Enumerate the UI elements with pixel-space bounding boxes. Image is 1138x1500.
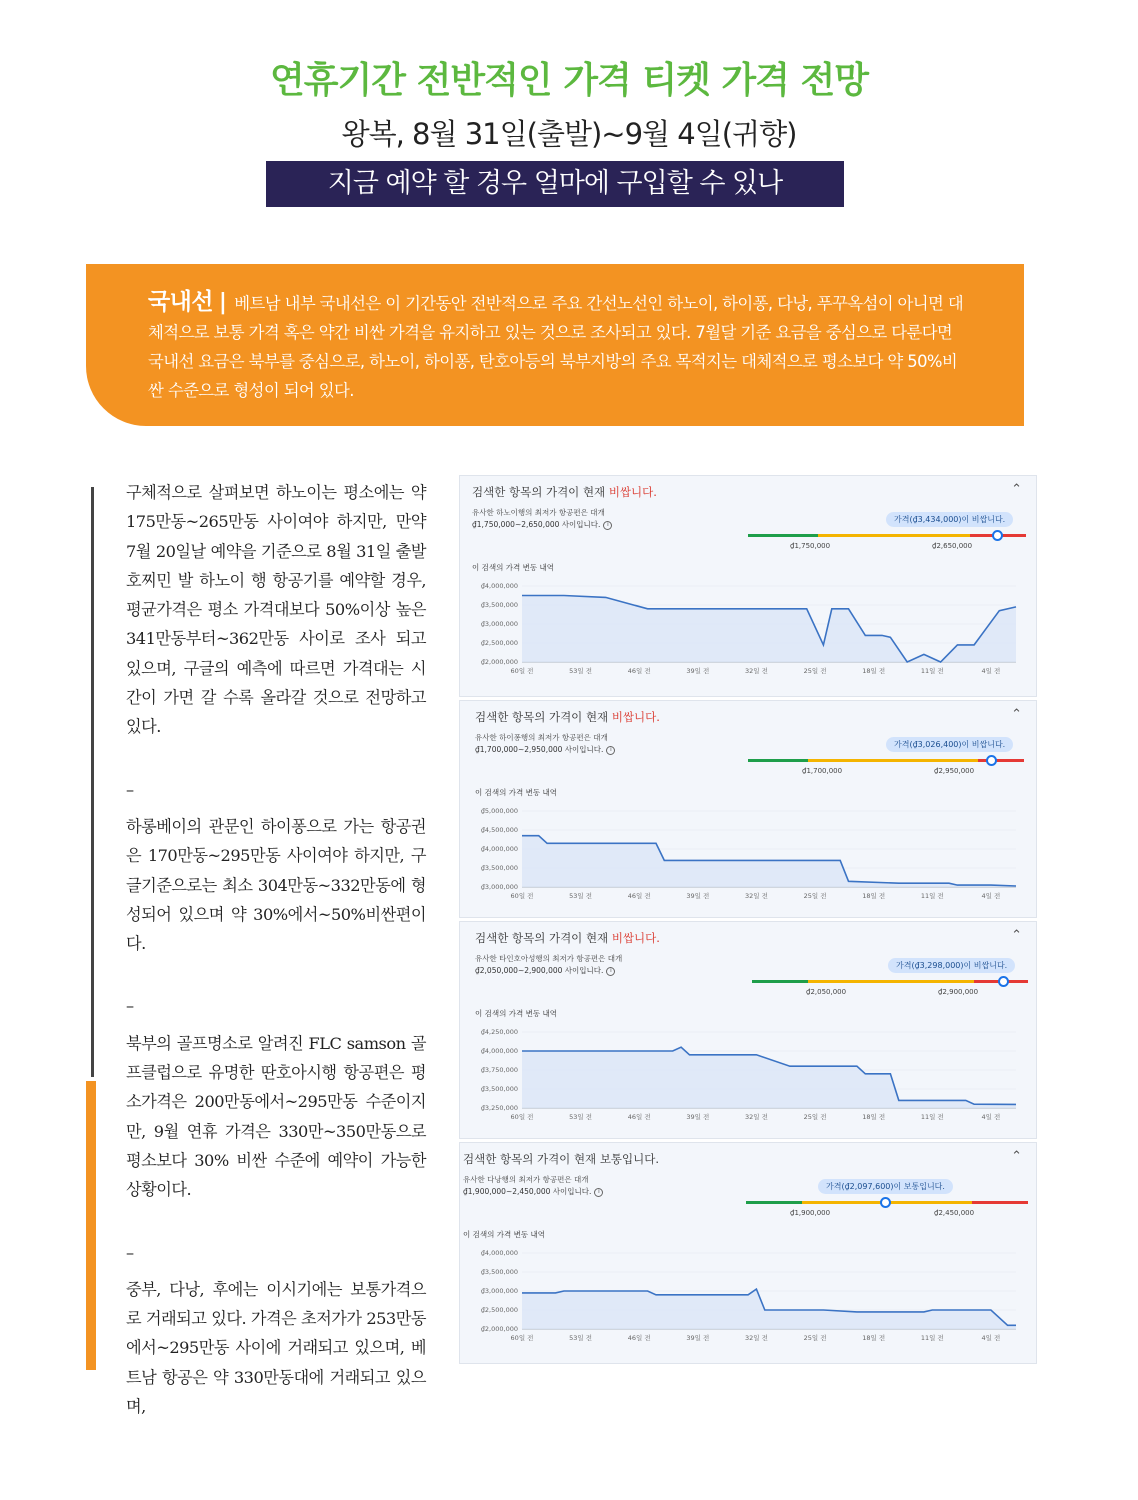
current-price-marker <box>998 976 1009 987</box>
x-tick-label: 53일 전 <box>569 667 593 675</box>
history-label: 이 검색의 가격 변동 내역 <box>463 1230 545 1239</box>
y-tick-label: ₫3,500,000 <box>480 601 518 609</box>
range-high-label: ₫2,450,000 <box>934 1209 975 1217</box>
y-tick-label: ₫3,750,000 <box>480 1066 518 1074</box>
intro-separator: | <box>218 290 227 315</box>
price-area <box>522 1289 1016 1329</box>
intro-label: 국내선 <box>148 289 213 315</box>
price-range-bar <box>748 759 1024 762</box>
x-tick-label: 39일 전 <box>686 1113 710 1121</box>
x-tick-label: 11일 전 <box>920 892 944 900</box>
paragraph-danang: 중부, 다낭, 후에는 이시기에는 보통가격으로 거래되고 있다. 가격은 초저가가 253만동에서~295만동 사이에 거래되고 있으며, 베트남 항공은 약 330만동대에 거래되고 있으며, <box>126 1279 426 1417</box>
chevron-up-icon[interactable]: ⌃ <box>1011 482 1022 497</box>
y-tick-label: ₫3,250,000 <box>480 1104 518 1112</box>
chevron-up-icon[interactable]: ⌃ <box>1011 928 1022 943</box>
x-tick-label: 60일 전 <box>510 667 534 675</box>
body-column <box>126 478 426 1421</box>
panel-heading: 검색한 항목의 가격이 현재 비쌉니다. <box>475 710 660 724</box>
price-range-bar <box>746 1201 1028 1204</box>
panel-range-text: 유사한 타인호아성행의 최저가 항공편은 대개 <box>475 954 623 963</box>
y-tick-label: ₫3,500,000 <box>480 1268 518 1276</box>
x-tick-label: 18일 전 <box>862 667 886 675</box>
y-tick-label: ₫4,500,000 <box>480 826 518 834</box>
history-label: 이 검색의 가격 변동 내역 <box>472 563 554 572</box>
x-tick-label: 25일 전 <box>803 1113 827 1121</box>
x-tick-label: 32일 전 <box>744 667 768 675</box>
price-range-bar <box>752 980 1028 983</box>
y-tick-label: ₫3,500,000 <box>480 1085 518 1093</box>
x-tick-label: 46일 전 <box>627 1334 651 1342</box>
y-tick-label: ₫5,000,000 <box>480 807 518 815</box>
x-tick-label: 53일 전 <box>569 892 593 900</box>
x-tick-label: 11일 전 <box>920 1334 944 1342</box>
page-banner: 지금 예약 할 경우 얼마에 구입할 수 있나 <box>266 161 844 207</box>
x-tick-label: 18일 전 <box>862 1334 886 1342</box>
price-history-chart <box>460 574 1037 694</box>
range-low-label: ₫2,050,000 <box>806 988 847 996</box>
y-tick-label: ₫4,000,000 <box>480 1249 518 1257</box>
x-tick-label: 11일 전 <box>920 1113 944 1121</box>
chevron-up-icon[interactable]: ⌃ <box>1011 1149 1022 1164</box>
price-panel-haiphong <box>459 700 1037 918</box>
x-tick-label: 60일 전 <box>510 892 534 900</box>
x-tick-label: 25일 전 <box>803 667 827 675</box>
price-pill: 가격(₫3,434,000)이 비쌉니다. <box>886 512 1013 527</box>
x-tick-label: 39일 전 <box>686 892 710 900</box>
x-tick-label: 25일 전 <box>803 1334 827 1342</box>
panel-range-values: ₫1,900,000~2,450,000 사이입니다. i <box>463 1186 603 1197</box>
x-tick-label: 32일 전 <box>744 892 768 900</box>
page-subtitle: 왕복, 8월 31일(출발)~9월 4일(귀향) <box>341 117 797 151</box>
price-area <box>522 596 1016 663</box>
y-tick-label: ₫3,500,000 <box>480 864 518 872</box>
paragraph-haiphong: 하롱베이의 관문인 하이퐁으로 가는 항공권은 170만동~295만동 사이여야 하지만, 구글기준으로는 최소 304만동~332만동에 형성되어 있으며 약 30%에서~50%비싼편이다. <box>126 816 426 954</box>
x-tick-label: 53일 전 <box>569 1334 593 1342</box>
price-area <box>522 1047 1016 1108</box>
panel-range-text: 유사한 하노이행의 최저가 항공편은 대개 <box>472 508 605 517</box>
range-low-label: ₫1,700,000 <box>802 767 843 775</box>
x-tick-label: 60일 전 <box>510 1113 534 1121</box>
price-history-chart <box>460 1241 1037 1361</box>
panel-range-text: 유사한 다낭행의 최저가 항공편은 대개 <box>463 1175 589 1184</box>
info-icon[interactable]: i <box>603 521 612 530</box>
x-tick-label: 46일 전 <box>627 892 651 900</box>
x-tick-label: 11일 전 <box>920 667 944 675</box>
info-icon[interactable]: i <box>606 967 615 976</box>
history-label: 이 검색의 가격 변동 내역 <box>475 788 557 797</box>
x-tick-label: 25일 전 <box>803 892 827 900</box>
x-tick-label: 32일 전 <box>744 1334 768 1342</box>
panel-range-text: 유사한 하이퐁행의 최저가 항공편은 대개 <box>475 733 608 742</box>
price-history-chart <box>460 799 1037 918</box>
left-rule-orange <box>86 1081 96 1370</box>
x-tick-label: 39일 전 <box>686 1334 710 1342</box>
y-tick-label: ₫3,000,000 <box>480 1287 518 1295</box>
x-tick-label: 46일 전 <box>627 1113 651 1121</box>
current-price-marker <box>986 755 997 766</box>
y-tick-label: ₫2,000,000 <box>480 1325 518 1333</box>
x-tick-label: 4일 전 <box>981 1334 1001 1342</box>
intro-box <box>86 264 1024 426</box>
x-tick-label: 4일 전 <box>981 1113 1001 1121</box>
x-tick-label: 53일 전 <box>569 1113 593 1121</box>
page-title: 연휴기간 전반적인 가격 티켓 가격 전망 <box>269 60 869 101</box>
info-icon[interactable]: i <box>606 746 615 755</box>
price-range-bar <box>748 534 1026 537</box>
y-tick-label: ₫3,000,000 <box>480 620 518 628</box>
info-icon[interactable]: i <box>594 1188 603 1197</box>
y-tick-label: ₫2,500,000 <box>480 1306 518 1314</box>
range-low-label: ₫1,900,000 <box>790 1209 831 1217</box>
y-tick-label: ₫4,000,000 <box>480 845 518 853</box>
x-tick-label: 46일 전 <box>627 667 651 675</box>
range-low-label: ₫1,750,000 <box>790 542 831 550</box>
y-tick-label: ₫3,000,000 <box>480 883 518 891</box>
price-pill: 가격(₫3,298,000)이 비쌉니다. <box>888 958 1015 973</box>
x-tick-label: 4일 전 <box>981 667 1001 675</box>
price-pill: 가격(₫2,097,600)이 보통입니다. <box>818 1179 953 1194</box>
range-high-label: ₫2,950,000 <box>934 767 975 775</box>
dash-separator: – <box>126 1242 134 1262</box>
y-tick-label: ₫2,500,000 <box>480 639 518 647</box>
price-pill: 가격(₫3,026,400)이 비쌉니다. <box>886 737 1013 752</box>
current-price-marker <box>992 530 1003 541</box>
panel-heading: 검색한 항목의 가격이 현재 비쌉니다. <box>472 485 657 499</box>
y-tick-label: ₫4,250,000 <box>480 1028 518 1036</box>
range-high-label: ₫2,900,000 <box>938 988 979 996</box>
panel-range-values: ₫1,750,000~2,650,000 사이입니다. i <box>472 519 612 530</box>
history-label: 이 검색의 가격 변동 내역 <box>475 1009 557 1018</box>
panel-range-values: ₫1,700,000~2,950,000 사이입니다. i <box>475 744 615 755</box>
price-panel-thanhhoa <box>459 921 1037 1139</box>
x-tick-label: 32일 전 <box>744 1113 768 1121</box>
dash-separator: – <box>126 996 134 1016</box>
panel-range-values: ₫2,050,000~2,900,000 사이입니다. i <box>475 965 615 976</box>
x-tick-label: 18일 전 <box>862 1113 886 1121</box>
panel-heading: 검색한 항목의 가격이 현재 비쌉니다. <box>475 931 660 945</box>
price-panel-danang <box>459 1142 1037 1364</box>
x-tick-label: 18일 전 <box>862 892 886 900</box>
x-tick-label: 39일 전 <box>686 667 710 675</box>
intro-text: 베트남 내부 국내선은 이 기간동안 전반적으로 주요 간선노선인 하노이, 하이퐁, 다낭, 푸꾸옥섬이 아니면 대체적으로 보통 가격 혹은 약간 비싼 가격을 유지하고 있는 것으로 조사되고 있다. 7월달 기준 요금을 중심으로 다룬다면 국내선 요금은 북부를 중심으로, 하노이, 하이퐁, 탄호아등의 북부지방의 주요 목적지는 대체적으로 평소보다 약 50%비싼 수준으로 형성이 되어 있다. <box>148 294 964 400</box>
price-history-chart <box>460 1020 1037 1139</box>
current-price-marker <box>880 1197 891 1208</box>
paragraph-thanhhoa: 북부의 골프명소로 알려진 FLC samson 골프클럽으로 유명한 딴호아시행 항공편은 평소가격은 200만동에서~295만동 수준이지만, 9월 연휴 가격은 330만~350만동으로 평소보다 30% 비싼 수준에 예약이 가능한 상황이다. <box>126 1033 426 1200</box>
x-tick-label: 4일 전 <box>981 892 1001 900</box>
panel-heading: 검색한 항목의 가격이 현재 보통입니다. <box>463 1152 660 1166</box>
y-tick-label: ₫4,000,000 <box>480 1047 518 1055</box>
dash-separator: – <box>126 779 134 799</box>
y-tick-label: ₫2,000,000 <box>480 658 518 666</box>
x-tick-label: 60일 전 <box>510 1334 534 1342</box>
range-high-label: ₫2,650,000 <box>932 542 973 550</box>
price-panel-hanoi <box>459 475 1037 697</box>
chevron-up-icon[interactable]: ⌃ <box>1011 707 1022 722</box>
paragraph-hanoi: 구체적으로 살펴보면 하노이는 평소에는 약 175만동~265만동 사이여야 하지만, 만약 7월 20일날 예약을 기준으로 8월 31일 출발 호찌민 발 하노이 행 항공기를 예약할 경우, 평균가격은 평소 가격대보다 50%이상 높은 341만동부터~362만동 사이로 조사 되고 있으며, 구글의 예측에 따르면 가격대는 시간이 가면 갈 수록 올라갈 것으로 전망하고 있다. <box>126 483 426 737</box>
left-rule-dark <box>91 487 94 1077</box>
y-tick-label: ₫4,000,000 <box>480 582 518 590</box>
